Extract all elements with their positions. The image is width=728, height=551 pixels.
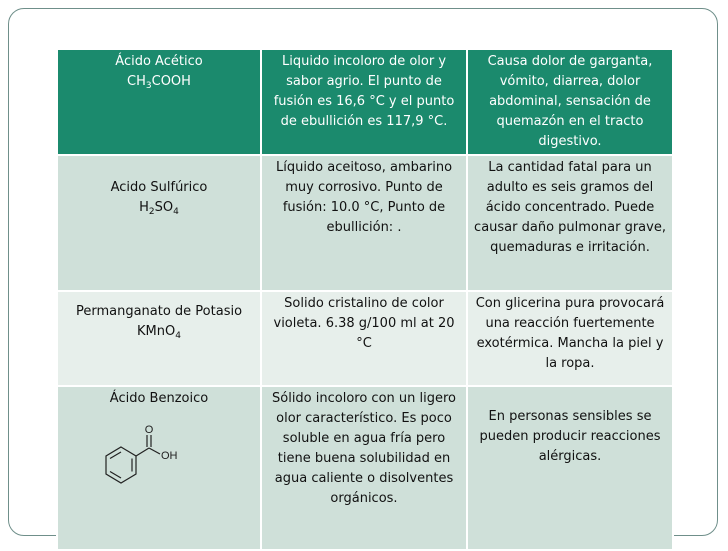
effects-cell: Causa dolor de garganta, vómito, diarrea, dolor abdominal, sensación de quemazón en el tracto digestivo. — [467, 49, 673, 155]
effects-cell: En personas sensibles se pueden producir reacciones alérgicas. — [467, 386, 673, 550]
compound-name: Permanganato de Potasio — [75, 304, 243, 319]
effects-cell: La cantidad fatal para un adulto es seis gramos del ácido concentrado. Puede causar daño pulmonar grave, quemaduras e irritación. — [467, 155, 673, 291]
effects-cell: Con glicerina pura provocará una reacción fuertemente exotérmica. Mancha la piel y la ropa. — [467, 291, 673, 386]
acids-table — [56, 48, 674, 551]
hydroxyl-label: OH — [161, 450, 178, 462]
properties-cell: Liquido incoloro de olor y sabor agrio. El punto de fusión es 16,6 °C y el punto de ebullición es 117,9 °C. — [261, 49, 467, 155]
properties-cell: Sólido incoloro con un ligero olor característico. Es poco soluble en agua fría pero tiene buena solubilidad en agua caliente o disolventes orgánicos. — [261, 386, 467, 550]
compound-formula: KMnO$_4$ — [137, 324, 181, 341]
properties-cell: Líquido aceitoso, ambarino muy corrosivo. Punto de fusión: 10.0 °C, Punto de ebullición: . — [261, 155, 467, 291]
oxygen-label: O — [144, 425, 154, 436]
compound-name: Acido Sulfúrico — [110, 180, 208, 195]
benzoic-acid-structure — [91, 425, 181, 495]
properties-cell: Solido cristalino de color violeta. 6.38 g/100 ml at 20 °C — [261, 291, 467, 386]
compound-name: Ácido Benzoico — [109, 391, 209, 406]
compound-name: Ácido Acético — [115, 54, 203, 69]
compound-cell — [57, 155, 261, 291]
compound-cell — [57, 386, 261, 550]
table-row — [57, 291, 673, 386]
compound-cell — [57, 49, 261, 155]
table-row — [57, 155, 673, 291]
compound-cell — [57, 291, 261, 386]
compound-formula: $H_2SO_4$ — [139, 200, 179, 217]
table-row — [57, 49, 673, 155]
table-row — [57, 386, 673, 550]
compound-formula: $CH_3COOH$ — [127, 74, 191, 91]
